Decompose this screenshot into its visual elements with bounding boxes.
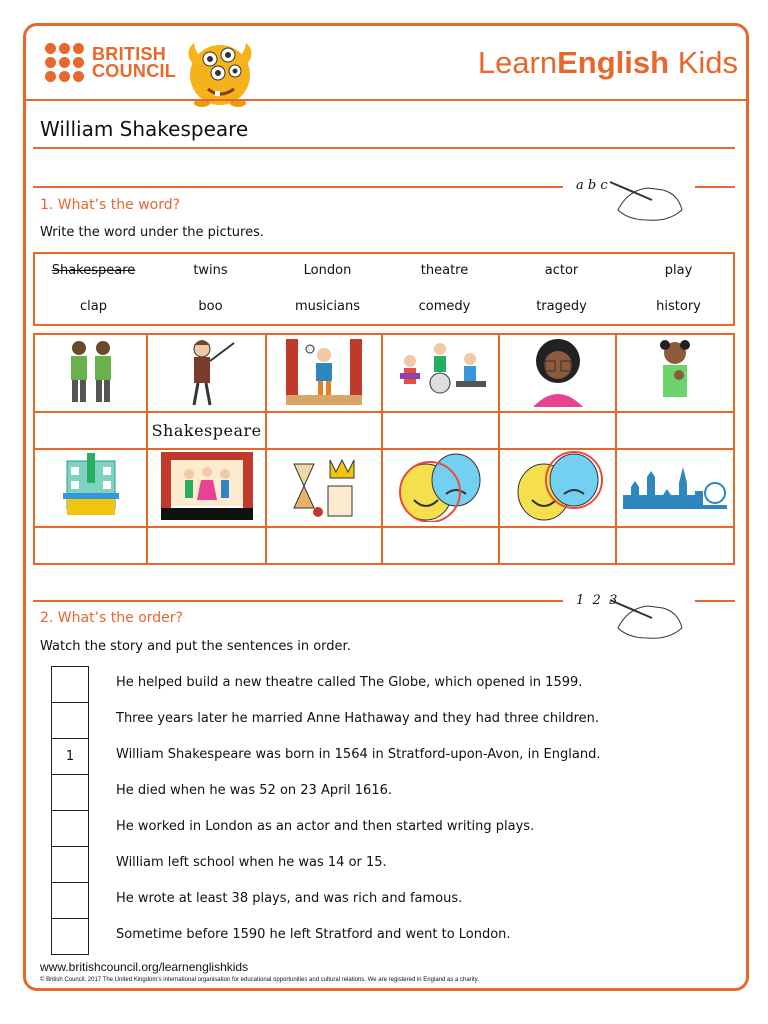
brand-kids: Kids [669, 45, 738, 80]
order-sentence: He worked in London as an actor and then started writing plays. [116, 819, 535, 834]
writing-hand-icon [608, 170, 688, 228]
page-title: William Shakespeare [40, 117, 249, 141]
brand-learn: Learn [477, 45, 558, 80]
section2-rule-right [695, 600, 735, 602]
order-sentence: He helped build a new theatre called The Globe, which opened in 1599. [116, 675, 583, 690]
answer-cell[interactable] [616, 412, 734, 449]
logo-dots-icon [45, 43, 84, 82]
section2-deco-numbers: 1 2 3 [576, 593, 618, 608]
answer-cell[interactable] [382, 527, 499, 564]
order-sentence: He wrote at least 38 plays, and was rich and famous. [116, 891, 463, 906]
order-sentence: William left school when he was 14 or 15. [116, 855, 387, 870]
picture-girl-hands-over-face [499, 334, 616, 412]
order-input[interactable] [51, 846, 89, 883]
picture-history [266, 449, 382, 527]
answer-cell[interactable] [266, 527, 382, 564]
answer-cell[interactable] [147, 527, 265, 564]
answer-cell[interactable] [266, 412, 382, 449]
answer-cell-example[interactable]: Shakespeare [147, 412, 265, 449]
answer-cell[interactable] [499, 527, 616, 564]
title-rule [33, 147, 735, 149]
section2-rule-left [33, 600, 563, 602]
boo-icon [523, 335, 593, 407]
tragedy-masks-icon [508, 450, 608, 522]
order-sentence: William Shakespeare was born in 1564 in Stratford-upon-Avon, in England. [116, 747, 601, 762]
word-bank-item: clap [80, 299, 107, 314]
answer-cell[interactable] [499, 412, 616, 449]
footer-url[interactable]: www.britishcouncil.org/learnenglishkids [40, 960, 249, 974]
twins-icon [61, 336, 121, 406]
word-bank-item: London [303, 263, 352, 278]
british-council-logo [45, 43, 176, 82]
order-input[interactable] [51, 918, 89, 955]
word-bank-item: twins [193, 263, 228, 278]
picture-tragedy-masks [499, 449, 616, 527]
answer-cell[interactable] [34, 412, 147, 449]
word-bank-item: history [656, 299, 701, 314]
london-skyline-icon [623, 461, 727, 511]
logo-line-2: COUNCIL [92, 60, 177, 81]
picture-shakespeare [147, 334, 265, 412]
picture-twins [34, 334, 147, 412]
learnenglish-kids-logo [478, 45, 738, 81]
comedy-masks-icon [390, 450, 490, 522]
order-sentence: Three years later he married Anne Hathaway and they had three children. [116, 711, 600, 726]
word-bank-item: tragedy [536, 299, 587, 314]
answer-cell[interactable] [382, 412, 499, 449]
word-bank-item: Shakespeare [51, 263, 136, 278]
order-sentence: He died when he was 52 on 23 April 1616. [116, 783, 393, 798]
word-bank-item: theatre [420, 263, 469, 278]
order-input[interactable] [51, 702, 89, 739]
order-input[interactable] [51, 774, 89, 811]
picture-musicians [382, 334, 499, 412]
order-input[interactable] [51, 810, 89, 847]
word-bank [33, 252, 735, 326]
answer-cell[interactable] [34, 527, 147, 564]
order-input[interactable] [51, 666, 89, 703]
section1-rule-right [695, 186, 735, 188]
picture-london-skyline [616, 449, 734, 527]
theatre-icon [61, 451, 121, 521]
actor-icon [282, 335, 366, 407]
picture-comedy-masks [382, 449, 499, 527]
history-icon [284, 450, 364, 522]
footer-copyright: © British Council, 2017 The United Kingdom’s international organisation for educational opportunities and cultural relations. We are registered in England as a charity. [40, 977, 479, 983]
section1-deco-letters: a b c [576, 178, 608, 193]
counting-hand-icon [608, 588, 688, 646]
section1-heading: 1. What’s the word? [40, 197, 181, 213]
logo-line-1: BRITISH [92, 43, 167, 64]
section1-rule-left [33, 186, 563, 188]
picture-girl-clapping [616, 334, 734, 412]
picture-theatre-building [34, 449, 147, 527]
word-bank-item: comedy [418, 299, 471, 314]
monster-mascot-icon [180, 33, 260, 109]
order-sentence: Sometime before 1590 he left Stratford and went to London. [116, 927, 511, 942]
word-bank-item: boo [198, 299, 223, 314]
picture-grid [33, 333, 735, 565]
section2-heading: 2. What’s the order? [40, 610, 183, 626]
shakespeare-icon [172, 335, 242, 407]
header-rule [25, 99, 747, 101]
section2-instruction: Watch the story and put the sentences in order. [40, 639, 351, 654]
play-icon [159, 450, 255, 522]
clap-icon [645, 335, 705, 407]
order-input[interactable] [51, 882, 89, 919]
picture-actor [266, 334, 382, 412]
order-input[interactable]: 1 [51, 738, 89, 775]
word-bank-item: musicians [294, 299, 361, 314]
musicians-icon [390, 335, 490, 407]
section1-instruction: Write the word under the pictures. [40, 225, 264, 240]
word-bank-item: play [664, 263, 693, 278]
brand-english: English [557, 45, 670, 80]
word-bank-item: actor [544, 263, 579, 278]
picture-play-stage [147, 449, 265, 527]
answer-cell[interactable] [616, 527, 734, 564]
